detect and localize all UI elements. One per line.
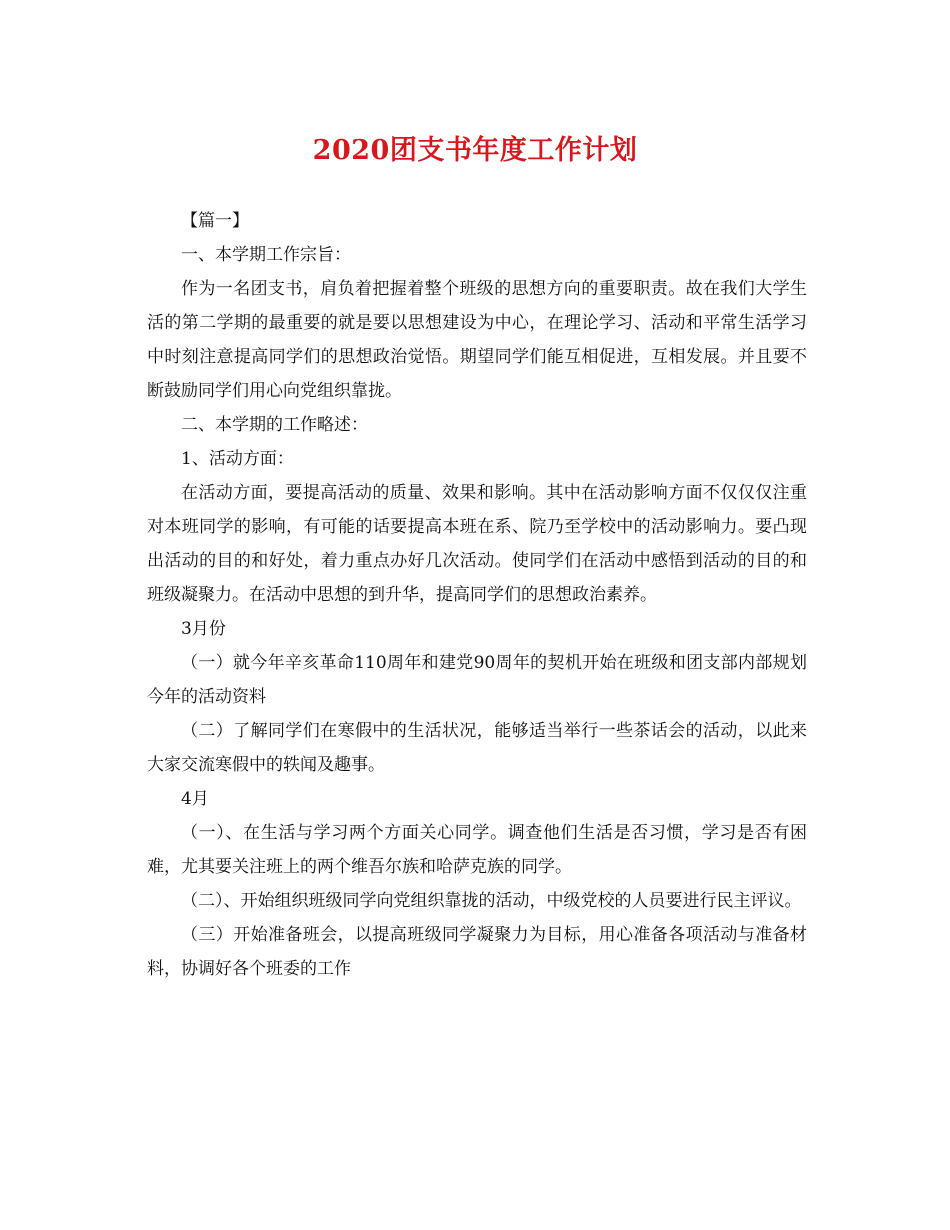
- subsection-heading: 1、活动方面：: [181, 449, 294, 469]
- document-body: [147, 204, 807, 986]
- list-item: （三）开始准备班会，以提高班级同学凝聚力为目标，用心准备各项活动与准备材料，协调好各个班委的工作: [147, 925, 807, 979]
- month-heading: 4月: [181, 789, 209, 809]
- list-item: （一）、在生活与学习两个方面关心同学。调查他们生活是否习惯，学习是否有困难，尤其要关注班上的两个维吾尔族和哈萨克族的同学。: [147, 823, 807, 877]
- document-title: 2020团支书年度工作计划: [312, 135, 638, 166]
- month-heading: 3月份: [181, 619, 226, 639]
- list-item: （一）就今年辛亥革命110周年和建党90周年的契机开始在班级和团支部内部规划今年的活动资料: [147, 653, 807, 707]
- section-label: 【篇一】: [181, 211, 249, 231]
- body-paragraph: 在活动方面，要提高活动的质量、效果和影响。其中在活动影响方面不仅仅仅注重对本班同学的影响，有可能的话要提高本班在系、院乃至学校中的活动影响力。要凸现出活动的目的和好处，着力重点办好几次活动。使同学们在活动中感悟到活动的目的和班级凝聚力。在活动中思想的到升华，提高同学们的思想政治素养。: [147, 483, 807, 605]
- list-item: （二）了解同学们在寒假中的生活状况，能够适当举行一些茶话会的活动，以此来大家交流寒假中的轶闻及趣事。: [147, 721, 807, 775]
- section-heading: 一、本学期工作宗旨：: [181, 245, 351, 265]
- body-paragraph: 作为一名团支书，肩负着把握着整个班级的思想方向的重要职责。故在我们大学生活的第二学期的最重要的就是要以思想建设为中心，在理论学习、活动和平常生活学习中时刻注意提高同学们的思想政治觉悟。期望同学们能互相促进，互相发展。并且要不断鼓励同学们用心向党组织靠拢。: [147, 279, 807, 401]
- list-item: （二）、开始组织班级同学向党组织靠拢的活动，中级党校的人员要进行民主评议。: [181, 891, 802, 911]
- section-heading: 二、本学期的工作略述：: [181, 415, 368, 435]
